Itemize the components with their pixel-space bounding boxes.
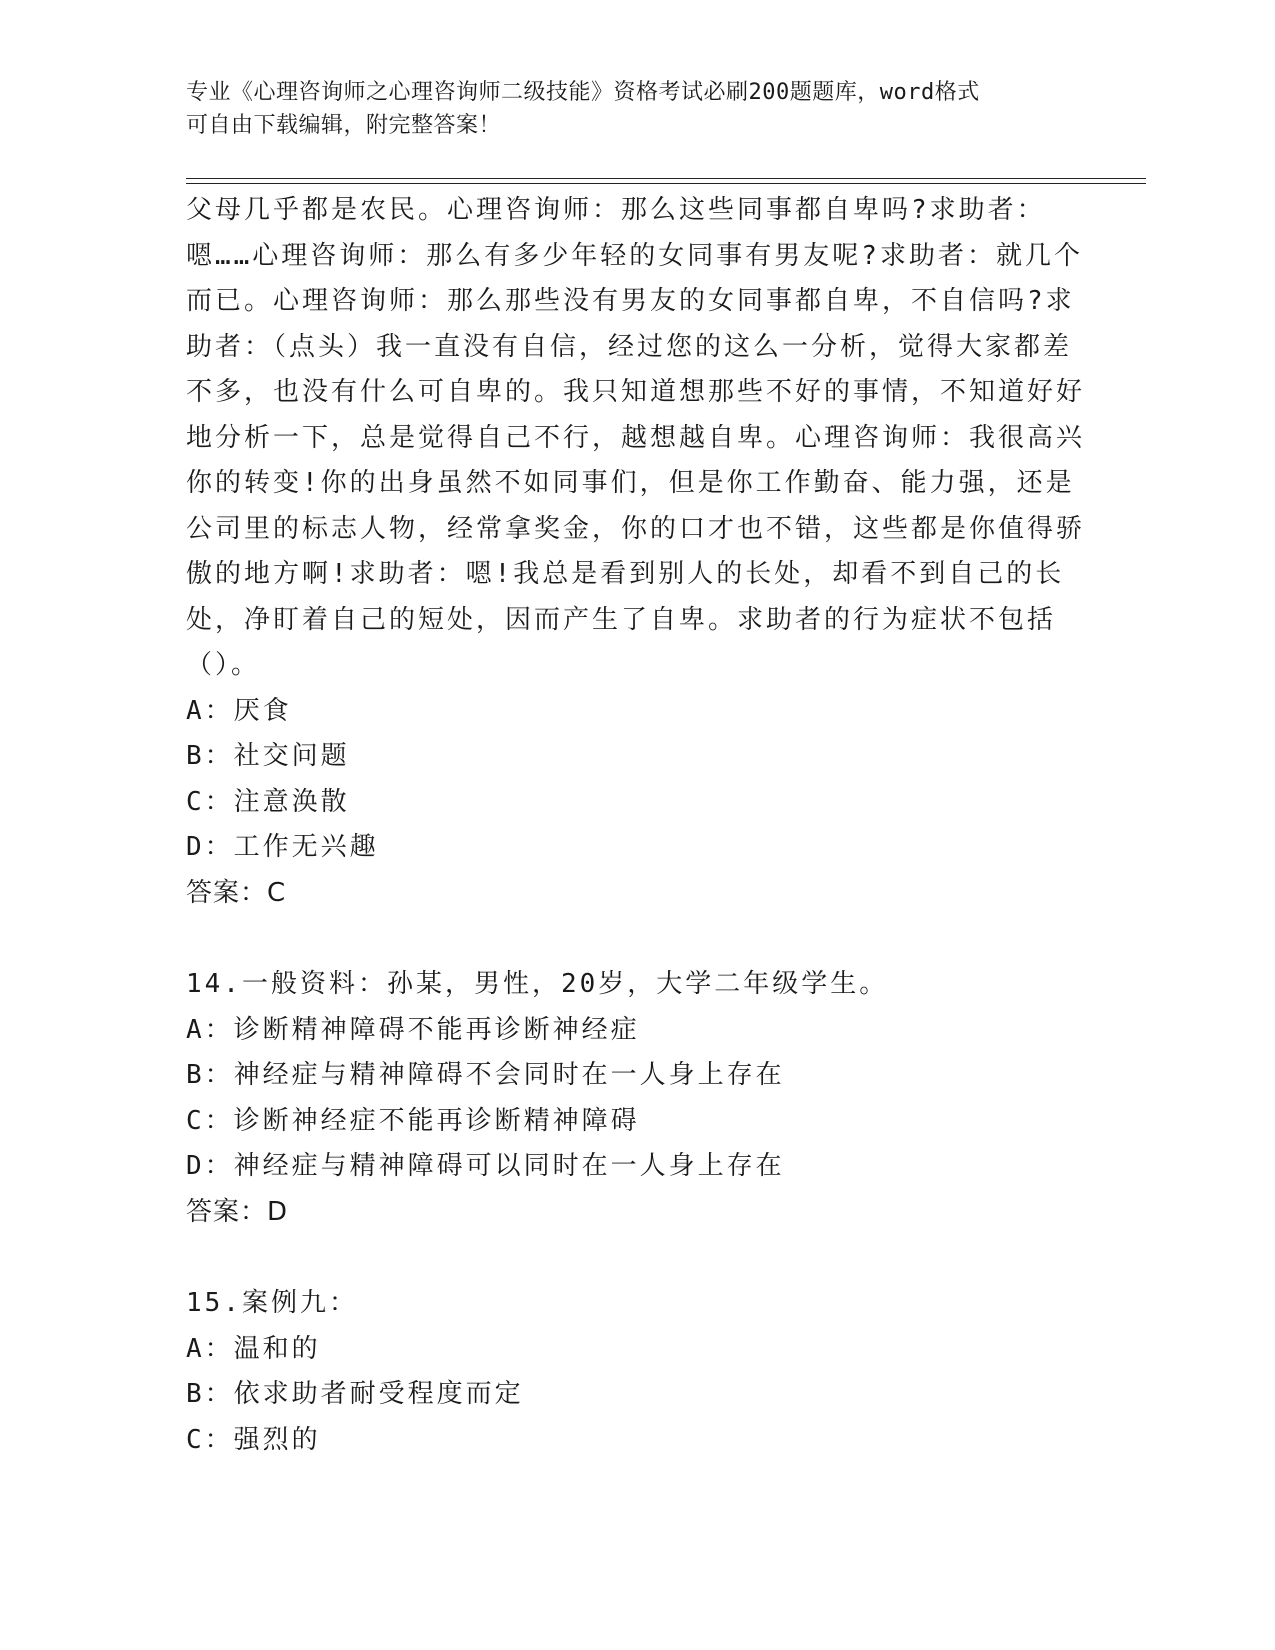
document-header: [186, 76, 1066, 142]
question-13-text: 父母几乎都是农民。心理咨询师：那么这些同事都自卑吗?求助者：嗯……心理咨询师：那么有多少年轻的女同事有男友呢?求助者：就几个而已。心理咨询师：那么那些没有男友的女同事都自卑，不自信吗?求助者：（点头）我一直没有自信，经过您的这么一分析，觉得大家都差不多，也没有什么可自卑的。我只知道想那些不好的事情，不知道好好地分析一下，总是觉得自己不行，越想越自卑。心理咨询师：我很高兴你的转变!你的出身虽然不如同事们，但是你工作勤奋、能力强，还是公司里的标志人物，经常拿奖金，你的口才也不错，这些都是你值得骄傲的地方啊!求助者：嗯!我总是看到别人的长处，却看不到自己的长处，净盯着自己的短处，因而产生了自卑。求助者的行为症状不包括（）。: [186, 195, 1086, 680]
question-13-answer: 答案：C: [186, 877, 287, 908]
question-13-option-b: B：社交问题: [186, 741, 350, 771]
question-14-option-c: C：诊断神经症不能再诊断精神障碍: [186, 1105, 640, 1136]
question-14-option-a: A：诊断精神障碍不能再诊断神经症: [186, 1014, 640, 1045]
question-15-text: 15.案例九：: [186, 1288, 358, 1318]
question-13-option-c: C：注意涣散: [186, 786, 350, 817]
question-14-answer: 答案：D: [186, 1196, 289, 1227]
question-15-option-a: A：温和的: [186, 1333, 321, 1364]
question-15-option-b: B：依求助者耐受程度而定: [186, 1379, 524, 1409]
section-spacer: [186, 1235, 1086, 1281]
question-content: [186, 188, 1086, 1463]
question-14-option-b: B：神经症与精神障碍不会同时在一人身上存在: [186, 1060, 785, 1090]
header-title-line-1: 专业《心理咨询师之心理咨询师二级技能》资格考试必刷200题题库，word格式: [186, 80, 980, 105]
question-14-option-d: D：神经症与精神障碍可以同时在一人身上存在: [186, 1151, 785, 1181]
question-15-option-c: C：强烈的: [186, 1424, 321, 1455]
section-spacer: [186, 916, 1086, 962]
question-14: [186, 962, 1086, 1235]
header-divider-top: [186, 178, 1146, 179]
question-15: [186, 1281, 1086, 1463]
header-divider-bottom: [186, 183, 1146, 184]
header-title-line-2: 可自由下载编辑，附完整答案！: [186, 113, 502, 138]
question-13: [186, 188, 1086, 916]
question-13-option-d: D：工作无兴趣: [186, 832, 379, 862]
question-14-text: 14.一般资料：孙某，男性，20岁，大学二年级学生。: [186, 969, 889, 999]
question-13-option-a: A：厌食: [186, 695, 292, 726]
